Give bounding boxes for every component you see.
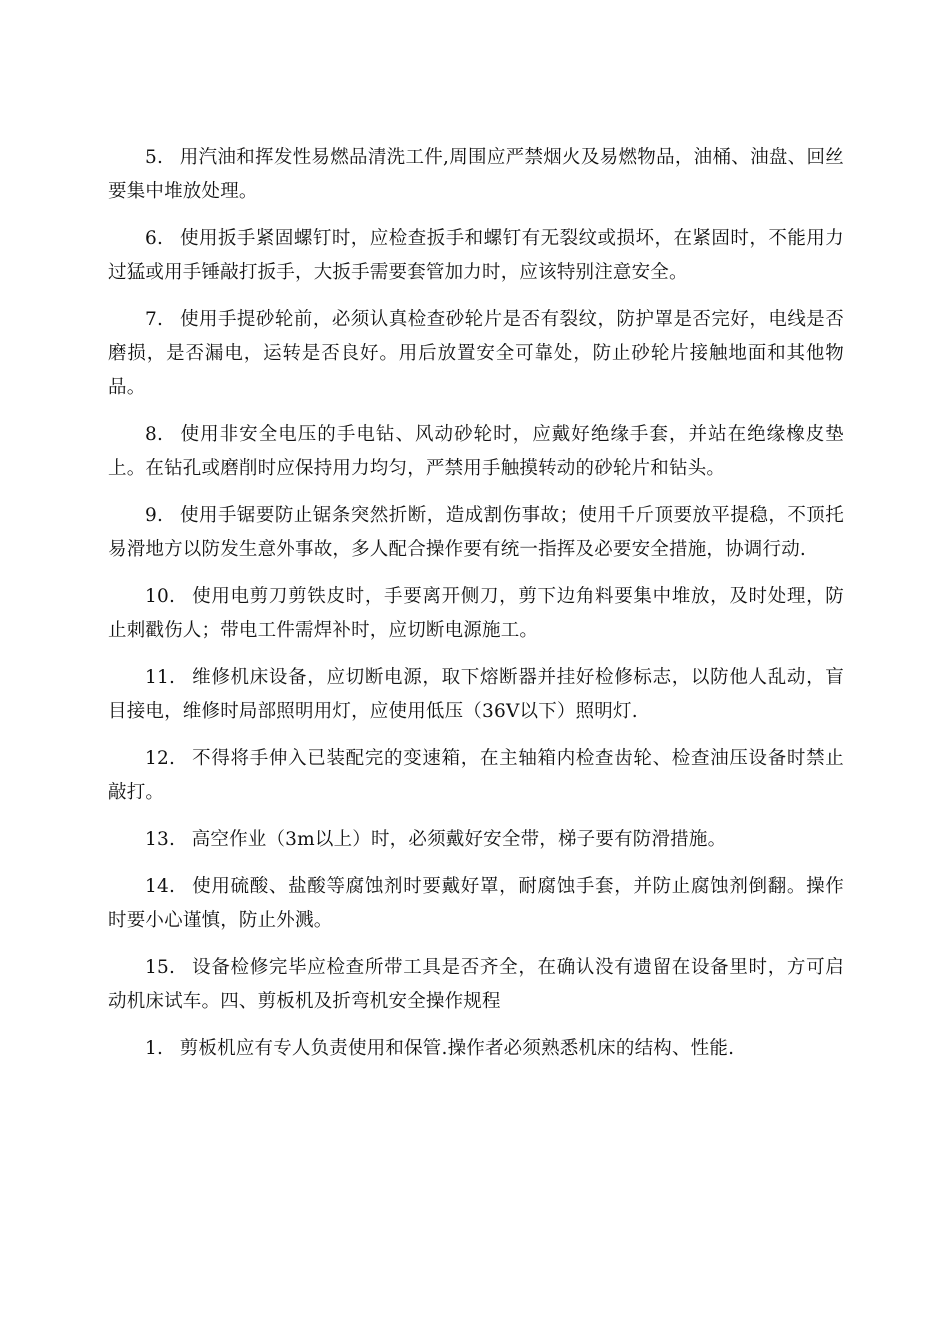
paragraph-text: 维修机床设备，应切断电源，取下熔断器并挂好检修标志，以防他人乱动，盲目接电，维修时局部照明用灯，应使用低压（36V以下）照明灯.	[108, 667, 844, 722]
paragraph-5	[108, 141, 844, 209]
paragraph-number: 1.	[145, 1038, 164, 1059]
paragraph-number: 12.	[145, 748, 176, 769]
paragraph-12	[108, 742, 844, 810]
paragraph-text: 使用电剪刀剪铁皮时，手要离开侧刀，剪下边角料要集中堆放，及时处理，防止刺戳伤人；带电工件需焊补时，应切断电源施工。	[108, 586, 844, 641]
paragraph-7	[108, 303, 844, 405]
paragraph-14	[108, 870, 844, 938]
paragraph-text: 使用手提砂轮前，必须认真检查砂轮片是否有裂纹，防护罩是否完好，电线是否磨损，是否漏电，运转是否良好。用后放置安全可靠处，防止砂轮片接触地面和其他物品。	[108, 309, 844, 398]
paragraph-number: 11.	[145, 667, 176, 688]
paragraph-number: 5.	[145, 147, 164, 168]
paragraph-number: 13.	[145, 829, 176, 850]
document-body	[108, 141, 844, 1079]
paragraph-text: 使用非安全电压的手电钻、风动砂轮时，应戴好绝缘手套，并站在绝缘橡皮垫上。在钻孔或磨削时应保持用力均匀，严禁用手触摸转动的砂轮片和钻头。	[108, 424, 844, 479]
paragraph-number: 8.	[145, 424, 164, 445]
paragraph-11	[108, 661, 844, 729]
paragraph-text: 使用扳手紧固螺钉时，应检查扳手和螺钉有无裂纹或损坏，在紧固时，不能用力过猛或用手锤敲打扳手，大扳手需要套管加力时，应该特别注意安全。	[108, 228, 844, 283]
paragraph-number: 10.	[145, 586, 176, 607]
paragraph-10	[108, 580, 844, 648]
paragraph-1	[108, 1032, 844, 1066]
paragraph-number: 7.	[145, 309, 164, 330]
paragraph-13	[108, 823, 844, 857]
paragraph-number: 9.	[145, 505, 164, 526]
paragraph-text: 剪板机应有专人负责使用和保管.操作者必须熟悉机床的结构、性能.	[179, 1038, 735, 1059]
paragraph-number: 15.	[145, 957, 176, 978]
paragraph-6	[108, 222, 844, 290]
paragraph-number: 6.	[145, 228, 164, 249]
paragraph-text: 使用硫酸、盐酸等腐蚀剂时要戴好罩，耐腐蚀手套，并防止腐蚀剂倒翻。操作时要小心谨慎，防止外溅。	[108, 876, 844, 931]
paragraph-9	[108, 499, 844, 567]
paragraph-text: 高空作业（3m以上）时，必须戴好安全带，梯子要有防滑措施。	[191, 829, 727, 850]
paragraph-text: 设备检修完毕应检查所带工具是否齐全，在确认没有遗留在设备里时，方可启动机床试车。四、剪板机及折弯机安全操作规程	[108, 957, 844, 1012]
paragraph-text: 使用手锯要防止锯条突然折断，造成割伤事故；使用千斤顶要放平提稳，不顶托易滑地方以防发生意外事故，多人配合操作要有统一指挥及必要安全措施，协调行动.	[108, 505, 844, 560]
paragraph-8	[108, 418, 844, 486]
paragraph-text: 用汽油和挥发性易燃品清洗工件,周围应严禁烟火及易燃物品，油桶、油盘、回丝要集中堆放处理。	[108, 147, 844, 202]
paragraph-number: 14.	[145, 876, 176, 897]
paragraph-15	[108, 951, 844, 1019]
paragraph-text: 不得将手伸入已装配完的变速箱，在主轴箱内检查齿轮、检查油压设备时禁止敲打。	[108, 748, 844, 803]
